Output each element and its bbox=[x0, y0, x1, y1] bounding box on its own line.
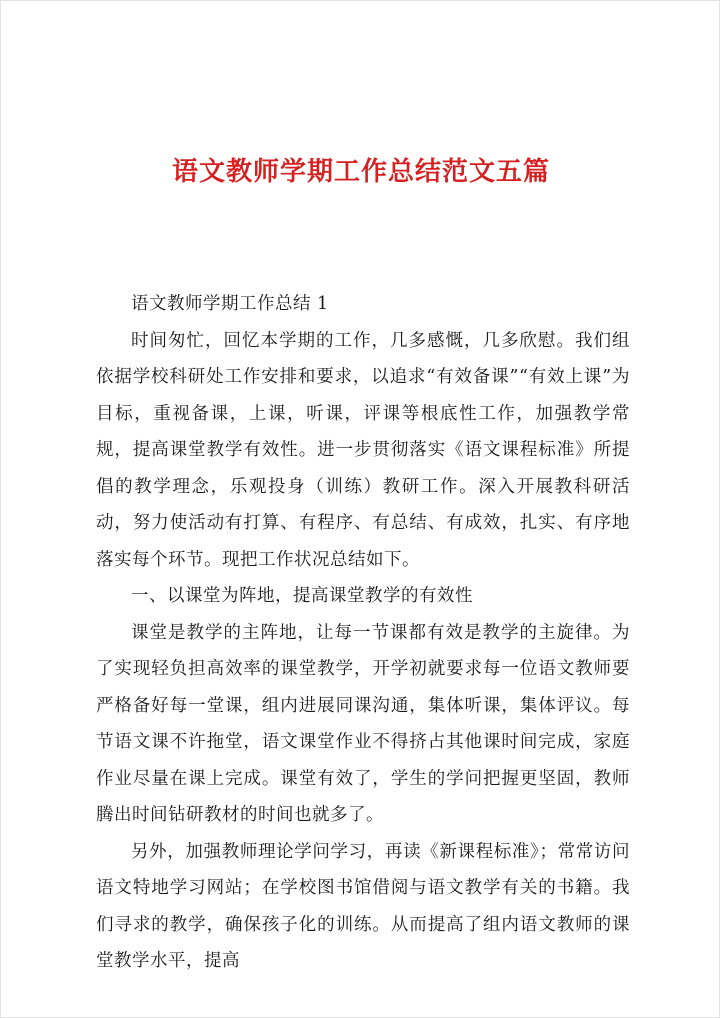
paragraph-classroom: 课堂是教学的主阵地，让每一节课都有效是教学的主旋律。为了实现轻负担高效率的课堂教学，开学初就要求每一位语文教师要严格备好每一堂课，组内进展同课沟通，集体听课，集体评议。每节语文课不许拖堂，语文课堂作业不得挤占其他课时间完成，家庭作业尽量在课上完成。课堂有效了，学生的学问把握更坚固，教师腾出时间钻研教材的时间也就多了。 bbox=[96, 622, 630, 825]
paragraph-theory-study: 另外，加强教师理论学问学习，再读《新课程标准》；常常访问语文特地学习网站；在学校图书馆借阅与语文教学有关的书籍。我们寻求的教学，确保孩子化的训练。从而提高了组内语文教师的课堂教学水平，提高 bbox=[96, 841, 630, 971]
section-heading-summary-1: 语文教师学期工作总结 1 bbox=[131, 294, 329, 314]
document-title: 语文教师学期工作总结范文五篇 bbox=[171, 157, 550, 187]
section-heading-classroom: 一、以课堂为阵地，提高课堂教学的有效性 bbox=[131, 586, 473, 606]
document-body bbox=[96, 286, 630, 980]
paragraph-intro: 时间匆忙，回忆本学期的工作，几多感慨，几多欣慰。我们组依据学校科研处工作安排和要求，以追求“有效备课”“有效上课”为目标，重视备课，上课，听课，评课等根底性工作，加强教学常规，提高课堂教学有效性。进一步贯彻落实《语文课程标准》所提倡的教学理念，乐观投身（训练）教研工作。深入开展教科研活动，努力使活动有打算、有程序、有总结、有成效，扎实、有序地落实每个环节。现把工作状况总结如下。 bbox=[96, 330, 630, 570]
